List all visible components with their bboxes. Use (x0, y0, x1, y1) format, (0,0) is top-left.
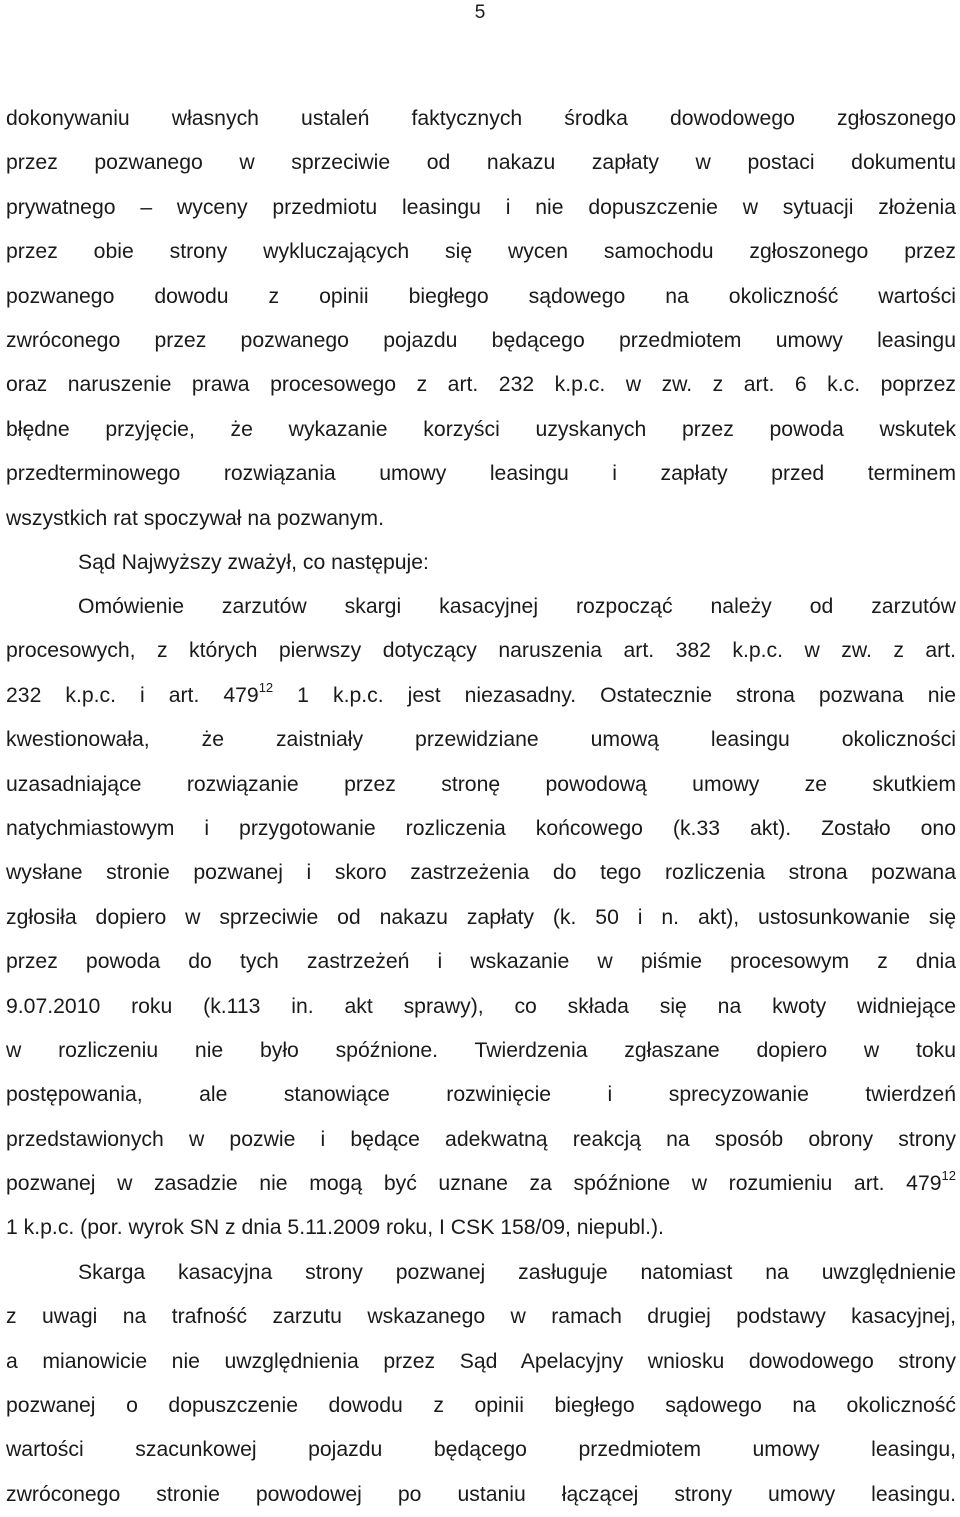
text-line: zwróconego stronie powodowej po ustaniu łączącej strony umowy leasingu. (6, 1482, 956, 1506)
text-line: procesowych, z których pierwszy dotyczący naruszenia art. 382 k.p.c. w zw. z art. (6, 639, 956, 663)
text-line: wartości szacunkowej pojazdu będącego przedmiotem umowy leasingu, (6, 1438, 956, 1462)
text-line: pozwanego dowodu z opinii biegłego sądowego na okoliczność wartości (6, 284, 956, 308)
paragraph-continuation (6, 97, 956, 585)
text-line: prywatnego – wyceny przedmiotu leasingu i nie dopuszczenie w sytuacji złożenia (6, 195, 956, 219)
text-line: uzasadniające rozwiązanie przez stronę powodową umowy ze skutkiem (6, 772, 956, 796)
text-line: przedterminowego rozwiązania umowy leasingu i zapłaty przed terminem (6, 462, 956, 486)
text-line: zgłosiła dopiero w sprzeciwie od nakazu zapłaty (k. 50 i n. akt), ustosunkowanie się (6, 905, 956, 929)
text-line: przedstawionych w pozwie i będące adekwatną reakcją na sposób obrony strony (6, 1127, 956, 1151)
text-line: natychmiastowym i przygotowanie rozliczenia końcowego (k.33 akt). Zostało ono (6, 816, 956, 840)
text-line: 1 k.p.c. (por. wyrok SN z dnia 5.11.2009 roku, I CSK 158/09, niepubl.). (6, 1216, 664, 1240)
text-line: oraz naruszenie prawa procesowego z art. 232 k.p.c. w zw. z art. 6 k.c. poprzez (6, 373, 956, 397)
text-line: a mianowicie nie uwzględnienia przez Sąd Apelacyjny wniosku dowodowego strony (6, 1349, 956, 1373)
text-line: zwróconego przez pozwanego pojazdu będącego przedmiotem umowy leasingu (6, 328, 956, 352)
page-number: 5 (474, 2, 486, 23)
text-line: kwestionowała, że zaistniały przewidziane umową leasingu okoliczności (6, 728, 956, 752)
section-heading: Sąd Najwyższy zważył, co następuje: (78, 550, 429, 574)
text-line: Skarga kasacyjna strony pozwanej zasługuje natomiast na uwzględnienie (78, 1260, 956, 1284)
text-line: błędne przyjęcie, że wykazanie korzyści uzyskanych przez powoda wskutek (6, 417, 956, 441)
text-line: przez powoda do tych zastrzeżeń i wskazanie w piśmie procesowym z dnia (6, 950, 956, 974)
text-fragment: 232 k.p.c. i art. 479 (6, 683, 259, 707)
text-line: w rozliczeniu nie było spóźnione. Twierdzenia zgłaszane dopiero w toku (6, 1038, 956, 1062)
text-line: wszystkich rat spoczywał na pozwanym. (6, 506, 384, 530)
text-line: wysłane stronie pozwanej i skoro zastrzeżenia do tego rozliczenia strona pozwana (6, 861, 956, 885)
text-line: przez obie strony wykluczających się wycen samochodu zgłoszonego przez (6, 240, 956, 264)
text-line (6, 674, 956, 718)
text-line: Omówienie zarzutów skargi kasacyjnej rozpocząć należy od zarzutów (78, 595, 956, 618)
text-line: z uwagi na trafność zarzutu wskazanego w ramach drugiej podstawy kasacyjnej, (6, 1305, 956, 1329)
superscript: 12 (258, 679, 274, 695)
text-line: przez pozwanego w sprzeciwie od nakazu zapłaty w postaci dokumentu (6, 151, 956, 175)
text-line: postępowania, ale stanowiące rozwinięcie i sprecyzowanie twierdzeń (6, 1083, 956, 1107)
text-line: pozwanej o dopuszczenie dowodu z opinii biegłego sądowego na okoliczność (6, 1394, 956, 1418)
text-fragment: 1 k.p.c. jest niezasadny. Ostatecznie strona pozwana nie (273, 683, 956, 707)
paragraph-reasoning (6, 585, 956, 1517)
text-fragment: pozwanej w zasadzie nie mogą być uznane za spóźnione w rozumieniu art. 479 (6, 1172, 942, 1196)
superscript: 12 (941, 1168, 956, 1184)
text-line: dokonywaniu własnych ustaleń faktycznych środka dowodowego zgłoszonego (6, 107, 956, 130)
text-line: 9.07.2010 roku (k.113 in. akt sprawy), co składa się na kwoty widniejące (6, 994, 956, 1018)
text-line (6, 1162, 956, 1206)
